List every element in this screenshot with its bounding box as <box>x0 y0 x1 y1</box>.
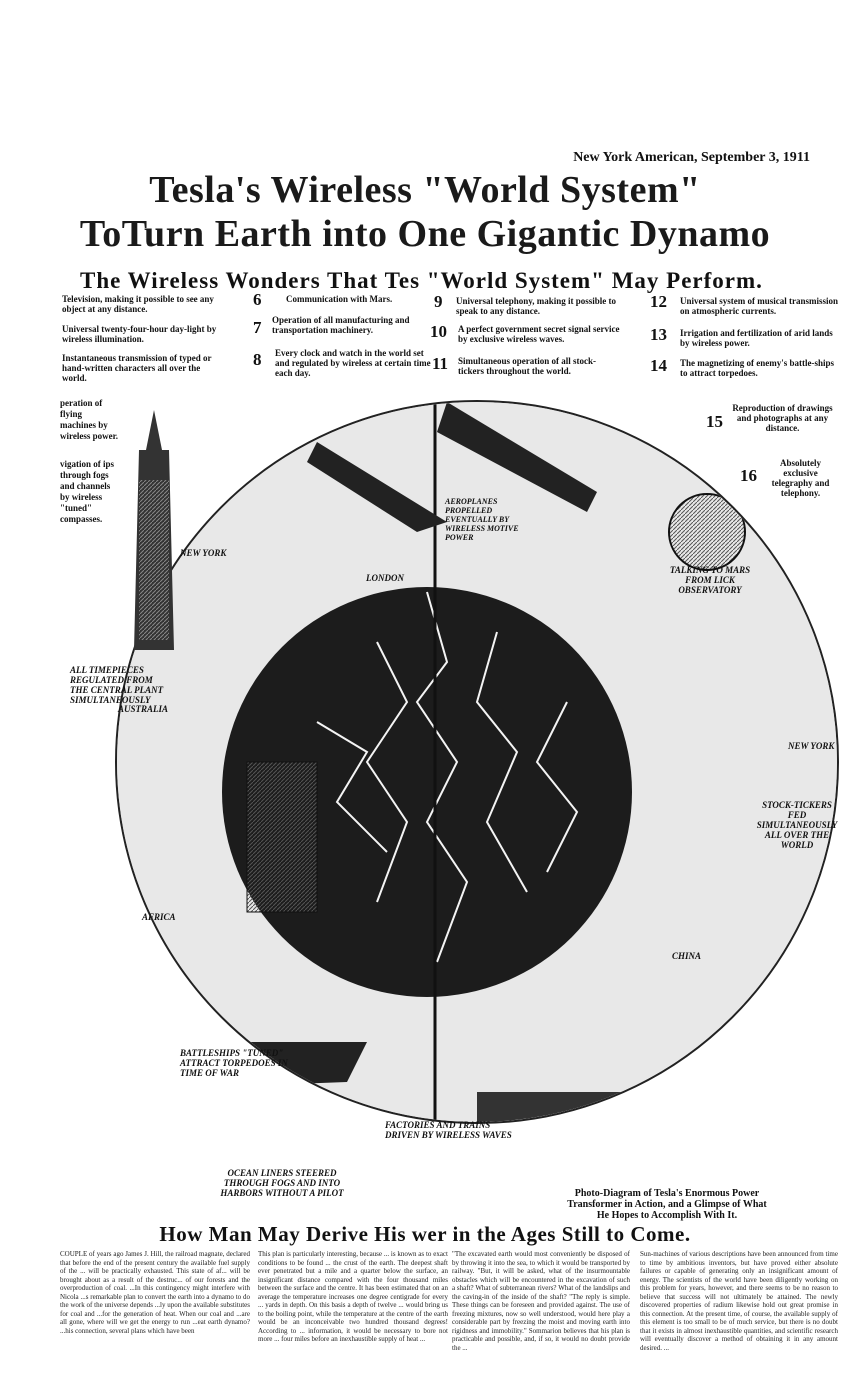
feature-number: 13 <box>650 325 667 344</box>
caption-australia: AUSTRALIA <box>118 704 169 714</box>
feature-text: The magnetizing of enemy's battle-ships to attract torpedoes. <box>680 358 834 378</box>
article-column-1: COUPLE of years ago James J. Hill, the railroad magnate, declared that before the end of the present century the available fuel supply of the ... will be practically exhausted. This state of af... will be brought about as a result of the destruc... of our forests and the overproduction of coal. ...In this contingency might interfere with Nicola ...s remarkable plan to convert the earth into a dynamo to do the work of the universe depends ...ly upon the available substitutes for coal and ...for the generation of heat. When our coal and ...are all gone, where will we get the energy to run ...eat earth dynamo? ...his connection, several plans which have been <box>60 1250 250 1335</box>
caption-timepieces: ALL TIMEPIECES REGULATED FROM THE CENTRAL PLANT SIMULTANEOUSLY <box>70 665 164 705</box>
headline-line-1: Tesla's Wireless "World System" <box>149 169 701 211</box>
feature-text: Reproduction of drawings and photographs at any distance. <box>732 403 833 433</box>
feature-text: Simultaneous operation of all stock-tickers throughout the world. <box>458 356 597 376</box>
feature-number: 10 <box>430 322 447 341</box>
feature-number: 7 <box>253 318 262 337</box>
feature-2: Universal twenty-four-hour day-light by wireless illumination. <box>62 324 217 344</box>
left-note-flying: peration of flying machines by wireless power. <box>60 398 118 441</box>
feature-number: 8 <box>253 350 262 369</box>
caption-aeroplanes: AEROPLANES PROPELLED EVENTUALLY BY WIRELESS MOTIVE POWER <box>445 497 519 542</box>
article-column-4: Sun-machines of various descriptions have been announced from time to time by ambitious inventors, but have proved either absolute failures or capable of generating only an insignificant amount of energy. The scientists of the world have been diligently working on this problem for years, however, and there seems to be no reason to believe that success will not ultimately be attained. The newly discovered properties of radium likewise hold out great promise in this connection. At the present time, of course, the available supply of this element is too small to be of much service, but there is no doubt that it exists in almost inexhaustible quantities, and scientific research will eventually discover a method of obtaining it in any amount desired. ... <box>640 1250 838 1352</box>
feature-text: Operation of all manufacturing and transportation machinery. <box>272 315 410 335</box>
dateline: New York American, September 3, 1911 <box>573 150 810 165</box>
feature-number: 16 <box>740 466 757 485</box>
caption-africa: AFRICA <box>142 912 176 922</box>
feature-text: Irrigation and fertilization of arid lands by wireless power. <box>680 328 833 348</box>
caption-china: CHINA <box>672 951 702 961</box>
caption-battleships: BATTLESHIPS "TUNED" ATTRACT TORPEDOES IN TIME OF WAR <box>180 1048 288 1078</box>
left-note-navigation: vigation of ips through fogs and channels by wireless "tuned" compasses. <box>60 459 115 524</box>
feature-number: 12 <box>650 292 667 311</box>
tower-illustration <box>124 410 184 650</box>
feature-text: Absolutely exclusive telegraphy and telephony. <box>771 458 830 498</box>
caption-new-york-right: NEW YORK <box>788 741 835 751</box>
subhead: The Wireless Wonders That Tes "World System" May Perform. <box>80 268 763 293</box>
article-column-3: "The excavated earth would most conveniently be disposed of by throwing it into the sea, to which it would be transported by railway. "But, it will be asked, what of the insurmountable obstacles which will be encountered in the excavation of such a shaft? What of subterranean rivers? What of the landslips and the caving-in of the inside of the shaft? "The reply is simple. These things can be foreseen and provided against. The use of freezing mixtures, now so well understood, would here play a considerable part by freezing the moist and moving earth into rigidness and immobility." Sommarion believes that his plan is practicable and possible, and, if so, it would no doubt provide the ... <box>452 1250 630 1352</box>
caption-ocean-liners: OCEAN LINERS STEERED THROUGH FOGS AND INTO HARBORS WITHOUT A PILOT <box>220 1168 344 1198</box>
bottom-headline: How Man May Derive His wer in the Ages Still to Come. <box>159 1222 691 1246</box>
feature-text: Universal system of musical transmission on atmospheric currents. <box>680 296 838 316</box>
caption-factories: FACTORIES AND TRAINS DRIVEN BY WIRELESS WAVES <box>385 1120 512 1140</box>
headline-line-2: ToTurn Earth into One Gigantic Dynamo <box>79 213 771 255</box>
feature-1: Television, making it possible to see any object at any distance. <box>62 294 214 314</box>
article-column-2: This plan is particularly interesting, because ... is known as to exact conditions to be found ... the crust of the earth. The deepest shaft ever penetrated but a mile and a quarter below the surface, an insignificant distance compared with the four thousand miles between the surface and the centre. It has been estimated that on an average the temperature increases one degree centigrade for every ... yards in depth. On this basis a depth of twelve ... would bring us to the boiling point, while the temperature at the centre of the earth would be an inconceivable two hundred thousand degrees! According to ... information, it would be necessary to bore not more ... four miles before an inexhaustible supply of heat ... <box>258 1250 448 1343</box>
feature-text: A perfect government secret signal service by exclusive wireless waves. <box>458 324 620 344</box>
feature-number: 9 <box>434 292 443 311</box>
caption-stock-tickers: STOCK-TICKERS FED SIMULTANEOUSLY ALL OVER THE WORLD <box>756 800 838 850</box>
feature-number: 11 <box>432 354 449 373</box>
feature-number: 15 <box>706 412 723 431</box>
caption-talking-mars: TALKING TO MARS FROM LICK OBSERVATORY <box>669 565 751 595</box>
feature-3: Instantaneous transmission of typed or hand-written characters all over the world. <box>62 353 212 383</box>
feature-number: 6 <box>253 290 262 309</box>
feature-text: Every clock and watch in the world set and regulated by wireless at certain time each day. <box>275 348 431 378</box>
photo-caption: Photo-Diagram of Tesla's Enormous Power Transformer in Action, and a Glimpse of What He Hopes to Accomplish With It. <box>567 1188 767 1221</box>
feature-number: 14 <box>650 356 667 375</box>
feature-text: Communication with Mars. <box>286 294 393 304</box>
caption-london: LONDON <box>366 573 404 583</box>
caption-new-york: NEW YORK <box>180 548 227 558</box>
feature-text: Universal telephony, making it possible to speak to any distance. <box>456 296 617 316</box>
